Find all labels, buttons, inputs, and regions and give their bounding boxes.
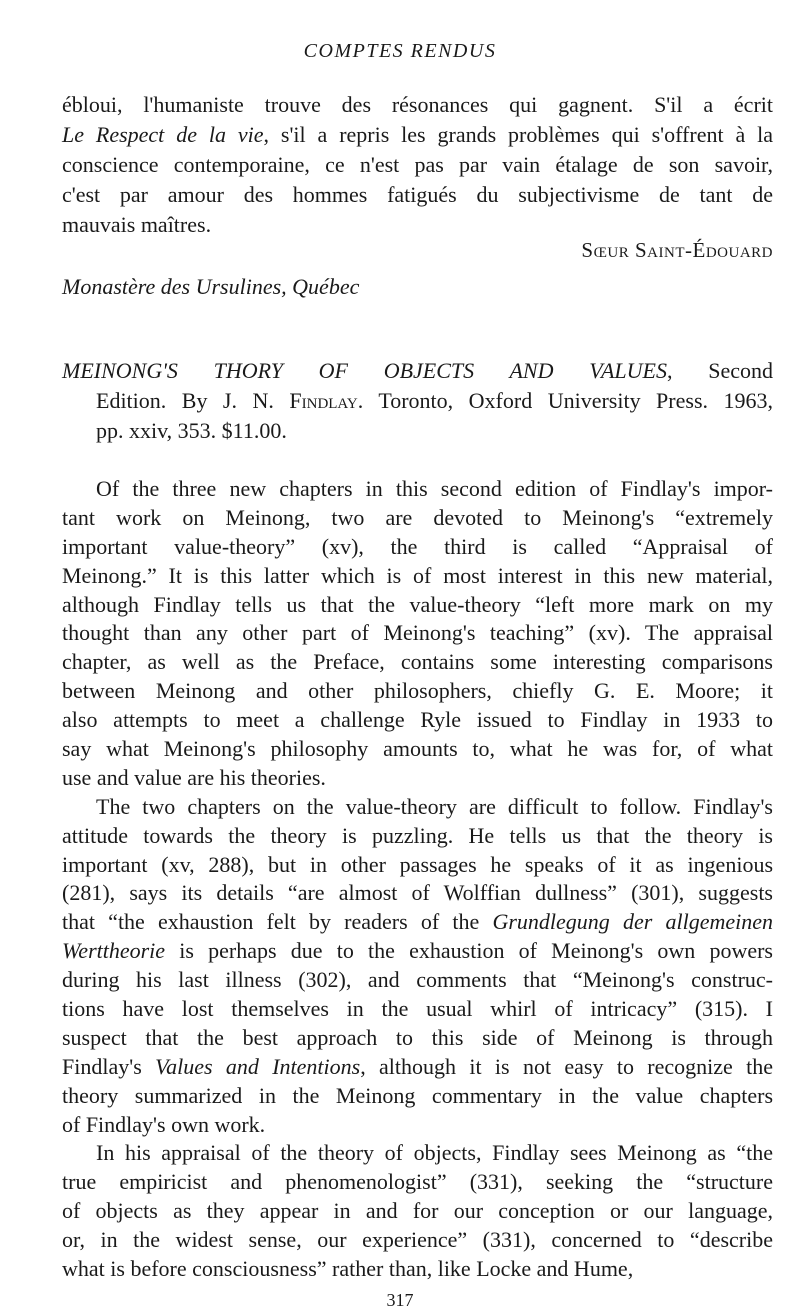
text-run: use and value are his theories. xyxy=(62,764,326,790)
text-line xyxy=(62,475,773,504)
paragraph xyxy=(62,793,773,1140)
text-line xyxy=(62,764,773,793)
text-run: important value-theory” (xv), the third is called “Appraisal of xyxy=(62,533,773,559)
running-header: COMPTES RENDUS xyxy=(303,40,497,62)
text-line xyxy=(62,706,773,735)
text-line xyxy=(62,120,773,150)
text-line xyxy=(62,851,773,880)
text-run: chapter, as well as the Preface, contains some interesting comparisons xyxy=(62,649,773,675)
text-line xyxy=(62,416,773,446)
text-line xyxy=(62,677,773,706)
reviewer-affiliation: Monastère des Ursulines, Québec xyxy=(62,274,360,299)
text-line xyxy=(62,1197,773,1226)
text-run: ébloui, l'humaniste trouve des résonances qui gagnent. S'il a écrit xyxy=(62,92,773,117)
text-line xyxy=(62,1139,773,1168)
italic-text: Grundlegung der allgemeinen xyxy=(492,909,773,935)
text-run: . Toronto, Oxford University Press. 1963, xyxy=(357,388,774,413)
text-run: say what Meinong's philosophy amounts to, what he was for, of what xyxy=(62,736,773,762)
text-run: important (xv, 288), but in other passages he speaks of it as ingenious xyxy=(62,851,773,877)
text-line xyxy=(62,180,773,210)
text-line xyxy=(62,995,773,1024)
text-run: Meinong.” It is this latter which is of most interest in this new material, xyxy=(62,562,773,588)
text-line xyxy=(62,793,773,822)
text-run: although Findlay tells us that the value-theory “left more mark on my xyxy=(62,591,773,617)
reviewer-signature: Sœur Saint-Édouard xyxy=(581,238,773,262)
page-number: 317 xyxy=(386,1290,414,1310)
text-run: true empiricist and phenomenologist” (331), seeking the “structure xyxy=(62,1169,773,1195)
previous-review-ending xyxy=(62,90,773,240)
text-run: that “the exhaustion felt by readers of the xyxy=(62,909,493,935)
text-line xyxy=(62,210,773,240)
text-run: (281), says its details “are almost of Wolffian dullness” (301), suggests xyxy=(62,880,773,906)
text-line xyxy=(62,879,773,908)
review-body xyxy=(62,475,773,1284)
text-run: theory summarized in the Meinong commentary in the value chapters xyxy=(62,1082,773,1108)
paragraph xyxy=(62,1139,773,1283)
text-line xyxy=(62,619,773,648)
text-run: attitude towards the theory is puzzling. He tells us that the theory is xyxy=(62,822,773,848)
text-run: Of the three new chapters in this second edition of Findlay's impor- xyxy=(96,476,773,501)
text-run: , although it is not easy to recognize the xyxy=(360,1053,773,1079)
text-run: suspect that the best approach to this side of Meinong is through xyxy=(62,1024,773,1050)
text-line xyxy=(62,1053,773,1082)
text-run: The two chapters on the value-theory are difficult to follow. Findlay's xyxy=(96,793,773,819)
text-run: Findlay's xyxy=(62,1053,156,1079)
text-run: tions have lost themselves in the usual whirl of intricacy” (315). I xyxy=(62,996,773,1022)
text-line xyxy=(62,1111,773,1140)
text-line xyxy=(62,150,773,180)
small-caps-text: Findlay xyxy=(289,388,358,413)
text-line xyxy=(62,562,773,591)
text-run: , Second xyxy=(667,358,773,383)
text-run: between Meinong and other philosophers, chiefly G. E. Moore; it xyxy=(62,678,773,704)
text-run: what is before consciousness” rather than, like Locke and Hume, xyxy=(62,1256,634,1282)
text-line xyxy=(62,1168,773,1197)
text-run: pp. xxiv, 353. $11.00. xyxy=(96,418,287,443)
text-line xyxy=(62,591,773,620)
paragraph xyxy=(62,475,773,793)
text-line xyxy=(62,386,773,416)
text-run: mauvais maîtres. xyxy=(62,212,212,237)
text-line xyxy=(62,1082,773,1111)
review-heading xyxy=(62,356,773,446)
text-line xyxy=(62,908,773,937)
text-run: during his last illness (302), and comments that “Meinong's construc- xyxy=(62,967,773,993)
text-run: or, in the widest sense, our experience” (331), concerned to “describe xyxy=(62,1227,773,1253)
italic-text: Values and Intentions xyxy=(155,1053,361,1079)
text-run: , s'il a repris les grands problèmes qui s'offrent à la xyxy=(263,122,773,147)
text-run: is perhaps due to the exhaustion of Meinong's own powers xyxy=(165,938,773,964)
text-run: In his appraisal of the theory of objects, Findlay sees Meinong as “the xyxy=(96,1140,773,1166)
italic-text: Le Respect de la vie xyxy=(62,122,264,147)
text-line xyxy=(62,1024,773,1053)
text-run: of objects as they appear in and for our conception or our language, xyxy=(62,1198,773,1224)
text-line xyxy=(62,504,773,533)
italic-text: MEINONG'S THORY OF OBJECTS AND VALUES xyxy=(62,358,667,383)
text-run: Edition. By J. N. xyxy=(96,388,290,413)
text-run: of Findlay's own work. xyxy=(62,1111,266,1137)
text-run: c'est par amour des hommes fatigués du subjectivisme de tant de xyxy=(62,182,773,207)
text-run: tant work on Meinong, two are devoted to Meinong's “extremely xyxy=(62,504,773,530)
text-line xyxy=(62,648,773,677)
italic-text: Werttheorie xyxy=(62,938,166,964)
text-line xyxy=(62,1255,773,1284)
text-line xyxy=(62,1226,773,1255)
text-line xyxy=(62,735,773,764)
text-line xyxy=(62,937,773,966)
text-run: thought than any other part of Meinong's teaching” (xv). The appraisal xyxy=(62,620,773,646)
text-run: also attempts to meet a challenge Ryle issued to Findlay in 1933 to xyxy=(62,707,773,733)
text-run: conscience contemporaine, ce n'est pas par vain étalage de son savoir, xyxy=(62,152,773,177)
text-line xyxy=(62,356,773,386)
text-line xyxy=(62,822,773,851)
text-line xyxy=(62,966,773,995)
text-line xyxy=(62,90,773,120)
text-line xyxy=(62,533,773,562)
